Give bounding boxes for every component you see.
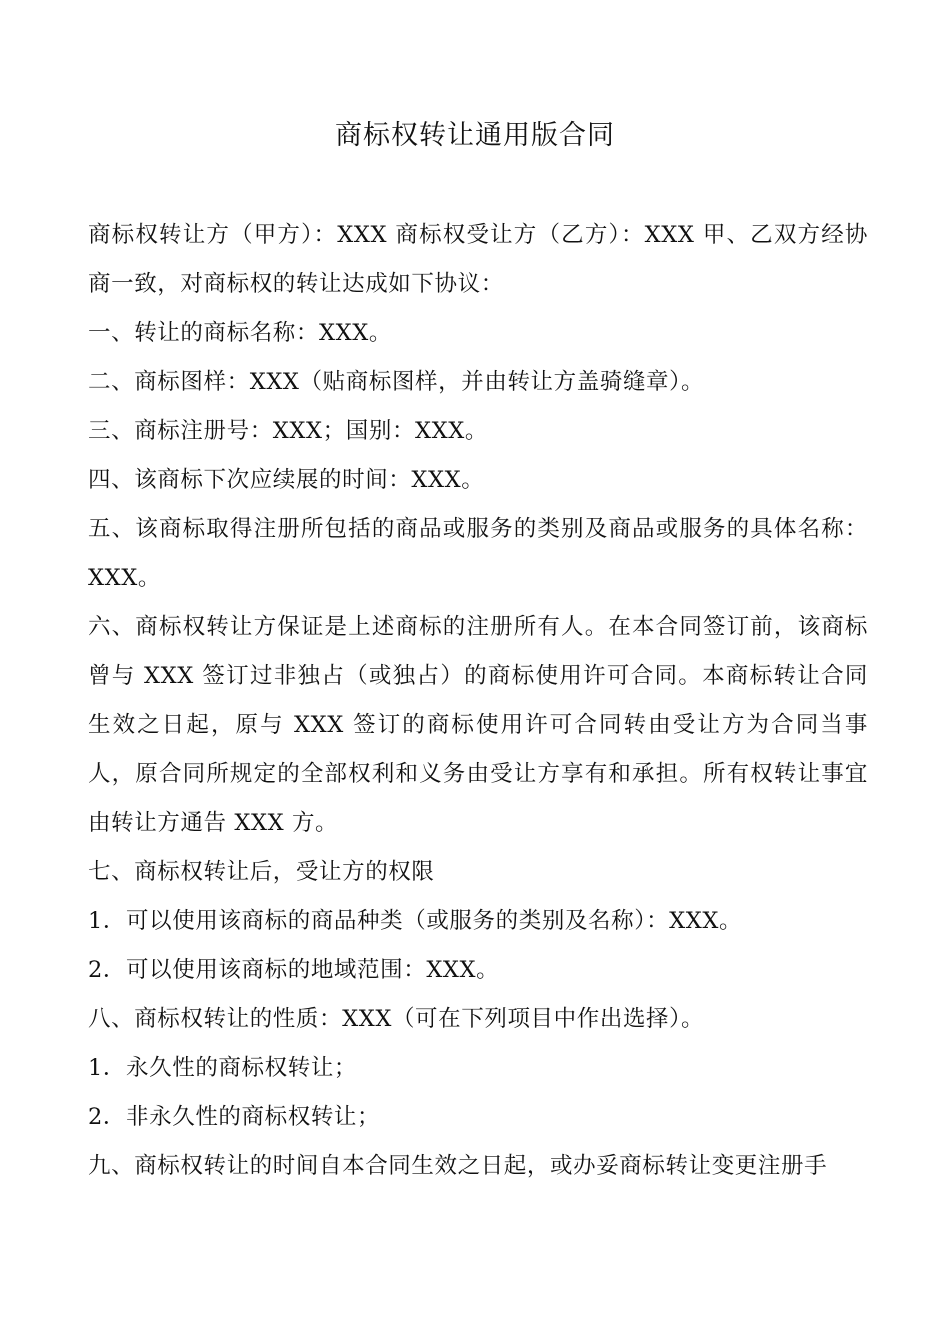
paragraph-clause-8-item-2: 2．非永久性的商标权转让； [88,1104,381,1130]
paragraph-clause-5: 五、该商标取得注册所包括的商品或服务的类别及商品或服务的具体名称：XXX。 [88,516,868,591]
paragraph-clause-4: 四、该商标下次应续展的时间：XXX。 [88,467,485,493]
document-title: 商标权转让通用版合同 [335,120,615,151]
paragraph-clause-7: 七、商标权转让后，受让方的权限 [88,859,435,885]
paragraph-clause-6: 六、商标权转让方保证是上述商标的注册所有人。在本合同签订前，该商标曾与 XXX 签订过非独占（或独占）的商标使用许可合同。本商标转让合同生效之日起，原与 XXX 签订的商标使用许可合同转由受让方为合同当事人，原合同所规定的全部权利和义务由受让方享有和承担。所有权转让事宜由转让方通告 XXX 方。 [88,614,868,836]
document-body [88,211,868,1191]
paragraph-clause-3: 三、商标注册号：XXX；国别：XXX。 [88,418,489,444]
paragraph-parties: 商标权转让方（甲方）：XXX 商标权受让方（乙方）：XXX 甲、乙双方经协商一致，对商标权的转让达成如下协议： [88,222,868,297]
paragraph-clause-8: 八、商标权转让的性质：XXX（可在下列项目中作出选择）。 [88,1006,705,1032]
paragraph-clause-9: 九、商标权转让的时间自本合同生效之日起，或办妥商标转让变更注册手 [88,1153,828,1179]
paragraph-clause-7-item-2: 2．可以使用该商标的地域范围：XXX。 [88,957,500,983]
paragraph-clause-2: 二、商标图样：XXX（贴商标图样，并由转让方盖骑缝章）。 [88,369,705,395]
paragraph-clause-7-item-1: 1．可以使用该商标的商品种类（或服务的类别及名称）：XXX。 [88,908,743,934]
paragraph-clause-8-item-1: 1．永久性的商标权转让； [88,1055,358,1081]
paragraph-clause-1: 一、转让的商标名称：XXX。 [88,320,392,346]
